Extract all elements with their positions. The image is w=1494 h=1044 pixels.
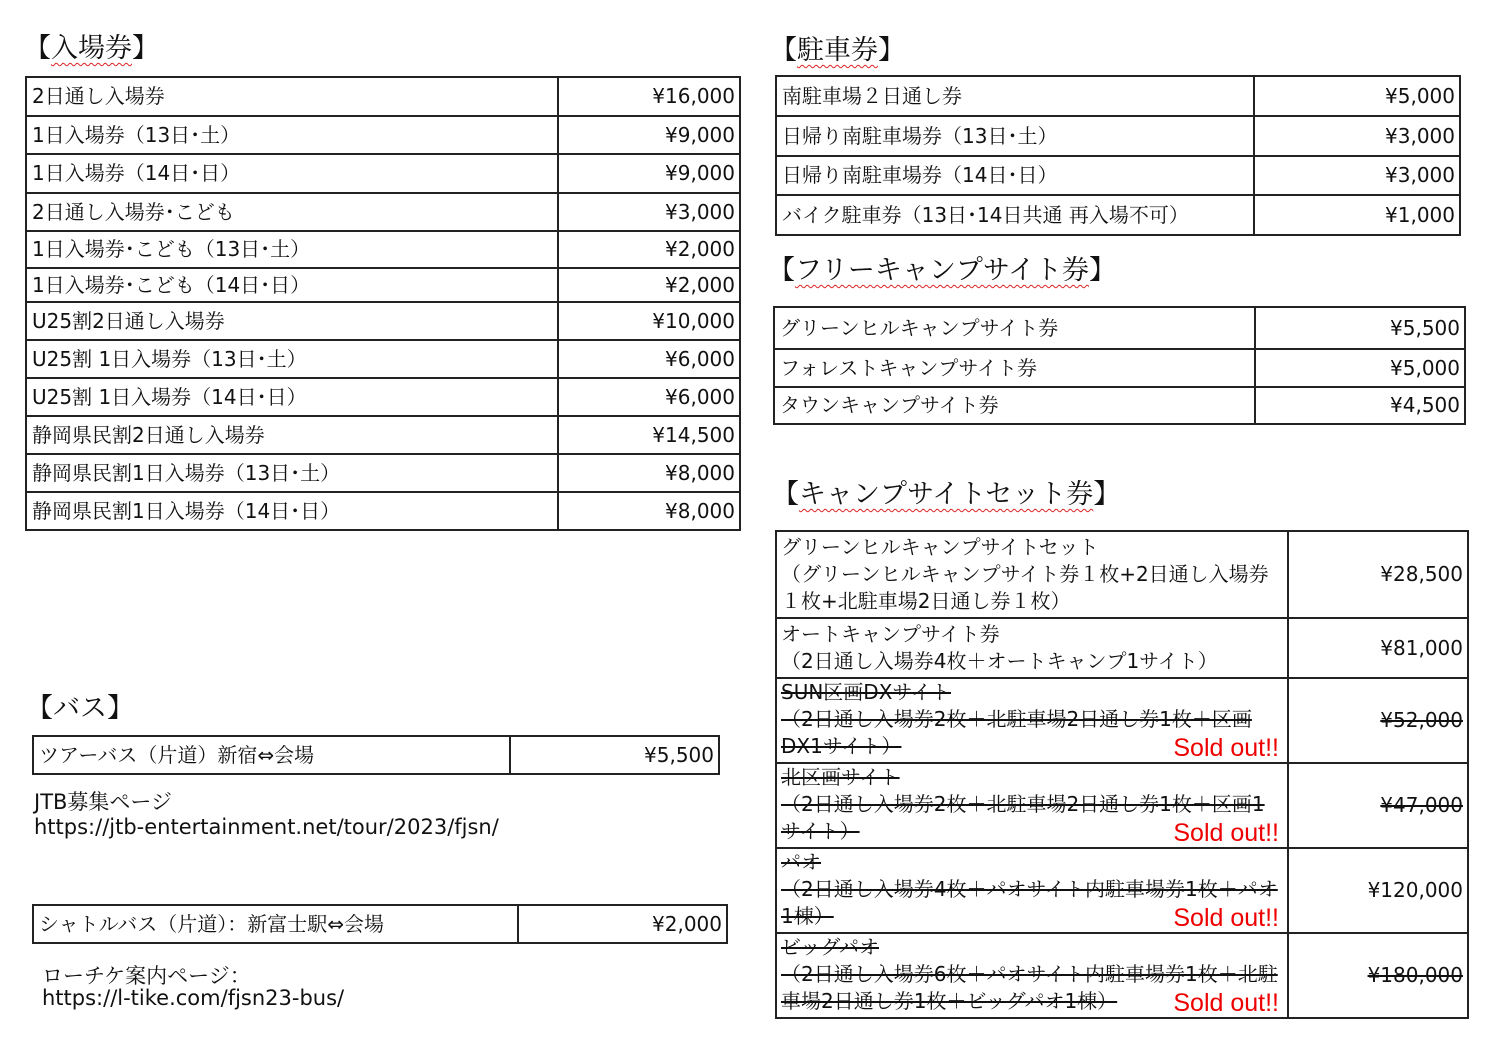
- table-row: [26, 416, 740, 454]
- tour-url-link[interactable]: https://jtb-entertainment.net/tour/2023/fjsn/: [34, 815, 499, 839]
- parking-table: [775, 75, 1461, 236]
- sold-out-badge: Sold out!!: [1173, 989, 1279, 1017]
- ticket-price: ¥16,000: [558, 77, 740, 116]
- ticket-price: ¥180,000: [1288, 933, 1468, 1018]
- ticket-detail: （2日通し入場券2枚＋北駐車場2日通し券1枚＋区画DX1サイト）: [781, 707, 1252, 758]
- ticket-name: グリーンヒルキャンプサイト券: [774, 307, 1255, 349]
- ticket-title: 北区画サイト: [781, 765, 900, 789]
- table-row: [26, 302, 740, 340]
- bracket-open: 【: [24, 33, 51, 64]
- ticket-detail: （2日通し入場券6枚＋パオサイト内駐車場券1枚＋北駐車場2日通し券1枚＋ビッグパオ1棟）: [781, 962, 1278, 1013]
- ticket-name: バイク駐車券（13日･14日共通 再入場不可）: [776, 195, 1254, 235]
- ticket-name: 1日入場券（14日･日）: [26, 154, 558, 193]
- camp-set-table: [775, 530, 1469, 1019]
- ticket-title: ビッグパオ: [781, 935, 879, 959]
- ticket-name: 日帰り南駐車場券（14日･日）: [776, 156, 1254, 195]
- ticket-price: ¥8,000: [558, 492, 740, 530]
- ticket-title: グリーンヒルキャンプサイトセット: [781, 535, 1099, 559]
- ticket-price: ¥14,500: [558, 416, 740, 454]
- ticket-name: 日帰り南駐車場券（13日･土）: [776, 116, 1254, 156]
- bracket-open: 【: [772, 479, 799, 510]
- ticket-name: 1日入場券･こども（13日･土）: [26, 231, 558, 268]
- ticket-name: 1日入場券･こども（14日･日）: [26, 268, 558, 302]
- table-row: [26, 454, 740, 492]
- ticket-price: ¥10,000: [558, 302, 740, 340]
- camp-set-heading-text: キャンプサイトセット券: [799, 479, 1094, 510]
- ticket-price: ¥3,000: [1254, 116, 1460, 156]
- camp-set-heading: [772, 472, 1120, 511]
- ticket-name: ツアーバス（片道）新宿⇔会場: [33, 736, 510, 774]
- ticket-description: [776, 848, 1288, 933]
- ticket-title: SUN区画DXサイト: [781, 680, 951, 704]
- ticket-price: ¥5,000: [1255, 349, 1465, 387]
- sold-out-badge: Sold out!!: [1173, 819, 1279, 847]
- table-row: [26, 77, 740, 116]
- ticket-detail: （2日通し入場券4枚＋パオサイト内駐車場券1枚＋パオ1棟）: [781, 877, 1278, 928]
- ticket-name: フォレストキャンプサイト券: [774, 349, 1255, 387]
- table-row: [776, 531, 1468, 618]
- ticket-price: ¥2,000: [518, 905, 727, 943]
- table-row: [26, 378, 740, 416]
- table-row: [33, 905, 727, 943]
- ticket-price: ¥81,000: [1288, 618, 1468, 678]
- ticket-price: ¥47,000: [1288, 763, 1468, 848]
- ticket-name: U25割2日通し入場券: [26, 302, 558, 340]
- ticket-price: ¥4,500: [1255, 387, 1465, 424]
- ticket-price: ¥6,000: [558, 340, 740, 378]
- shuttle-note: ローチケ案内ページ：: [42, 964, 251, 988]
- table-row: [26, 492, 740, 530]
- ticket-description: [776, 933, 1288, 1018]
- table-row: [776, 678, 1468, 763]
- ticket-name: U25割 1日入場券（14日･日）: [26, 378, 558, 416]
- ticket-name: U25割 1日入場券（13日･土）: [26, 340, 558, 378]
- ticket-price: ¥9,000: [558, 116, 740, 154]
- ticket-price: ¥1,000: [1254, 195, 1460, 235]
- ticket-title: オートキャンプサイト券: [781, 622, 1000, 646]
- bracket-close: 】: [1089, 255, 1117, 286]
- ticket-price: ¥5,500: [510, 736, 719, 774]
- ticket-price: ¥52,000: [1288, 678, 1468, 763]
- ticket-text: [781, 534, 1283, 615]
- table-row: [776, 933, 1468, 1018]
- ticket-price: ¥2,000: [558, 231, 740, 268]
- table-row: [33, 736, 719, 774]
- ticket-name: 静岡県民割2日通し入場券: [26, 416, 558, 454]
- ticket-name: 静岡県民割1日入場券（14日･日）: [26, 492, 558, 530]
- ticket-price: ¥8,000: [558, 454, 740, 492]
- bracket-close: 】: [878, 35, 905, 66]
- table-row: [774, 349, 1465, 387]
- ticket-detail: （グリーンヒルキャンプサイト券１枚+2日通し入場券１枚+北駐車場2日通し券１枚）: [781, 562, 1269, 613]
- table-row: [776, 156, 1460, 195]
- table-row: [774, 387, 1465, 424]
- table-row: [26, 154, 740, 193]
- free-camp-heading-text: フリーキャンプサイト券: [795, 255, 1090, 286]
- bus-heading: 【バス】: [26, 693, 134, 724]
- ticket-price: ¥6,000: [558, 378, 740, 416]
- ticket-price: ¥120,000: [1288, 848, 1468, 933]
- table-row: [26, 340, 740, 378]
- ticket-description: [776, 618, 1288, 678]
- ticket-name: シャトルバス（片道）：新富士駅⇔会場: [33, 905, 518, 943]
- table-row: [26, 116, 740, 154]
- ticket-name: タウンキャンプサイト券: [774, 387, 1255, 424]
- ticket-price: ¥28,500: [1288, 531, 1468, 618]
- table-row: [776, 76, 1460, 116]
- table-row: [26, 193, 740, 231]
- ticket-text: [781, 621, 1283, 675]
- free-camp-heading: [768, 248, 1116, 287]
- sold-out-badge: Sold out!!: [1173, 904, 1279, 932]
- ticket-description: [776, 531, 1288, 618]
- ticket-name: 2日通し入場券･こども: [26, 193, 558, 231]
- ticket-price: ¥3,000: [558, 193, 740, 231]
- shuttle-bus-table: [32, 904, 728, 944]
- sold-out-badge: Sold out!!: [1173, 734, 1279, 762]
- table-row: [26, 268, 740, 302]
- bracket-close: 】: [1093, 479, 1121, 510]
- admission-table: [25, 76, 741, 531]
- parking-heading-text: 駐車券: [797, 35, 878, 66]
- bracket-open: 【: [770, 35, 797, 66]
- ticket-description: [776, 763, 1288, 848]
- ticket-price: ¥5,000: [1254, 76, 1460, 116]
- tour-note: JTB募集ページ: [34, 790, 173, 814]
- table-row: [776, 618, 1468, 678]
- ticket-description: [776, 678, 1288, 763]
- bracket-close: 】: [132, 33, 159, 64]
- table-row: [26, 231, 740, 268]
- ticket-price: ¥5,500: [1255, 307, 1465, 349]
- ticket-title: パオ: [781, 850, 821, 874]
- ticket-detail: （2日通し入場券4枚＋オートキャンプ1サイト）: [781, 649, 1218, 673]
- admission-heading-text: 入場券: [51, 33, 132, 64]
- ticket-detail: （2日通し入場券2枚＋北駐車場2日通し券1枚＋区画1サイト）: [781, 792, 1265, 843]
- free-camp-table: [773, 306, 1466, 425]
- ticket-name: 2日通し入場券: [26, 77, 558, 116]
- shuttle-url-link[interactable]: https://l-tike.com/fjsn23-bus/: [42, 986, 345, 1010]
- ticket-price: ¥9,000: [558, 154, 740, 193]
- tour-bus-table: [32, 735, 720, 775]
- ticket-name: 1日入場券（13日･土）: [26, 116, 558, 154]
- table-row: [776, 195, 1460, 235]
- ticket-name: 南駐車場２日通し券: [776, 76, 1254, 116]
- table-row: [776, 763, 1468, 848]
- table-row: [776, 848, 1468, 933]
- admission-heading: [24, 26, 159, 65]
- ticket-price: ¥2,000: [558, 268, 740, 302]
- table-row: [776, 116, 1460, 156]
- table-row: [774, 307, 1465, 349]
- parking-heading: [770, 28, 905, 67]
- bracket-open: 【: [768, 255, 795, 286]
- ticket-price: ¥3,000: [1254, 156, 1460, 195]
- ticket-name: 静岡県民割1日入場券（13日･土）: [26, 454, 558, 492]
